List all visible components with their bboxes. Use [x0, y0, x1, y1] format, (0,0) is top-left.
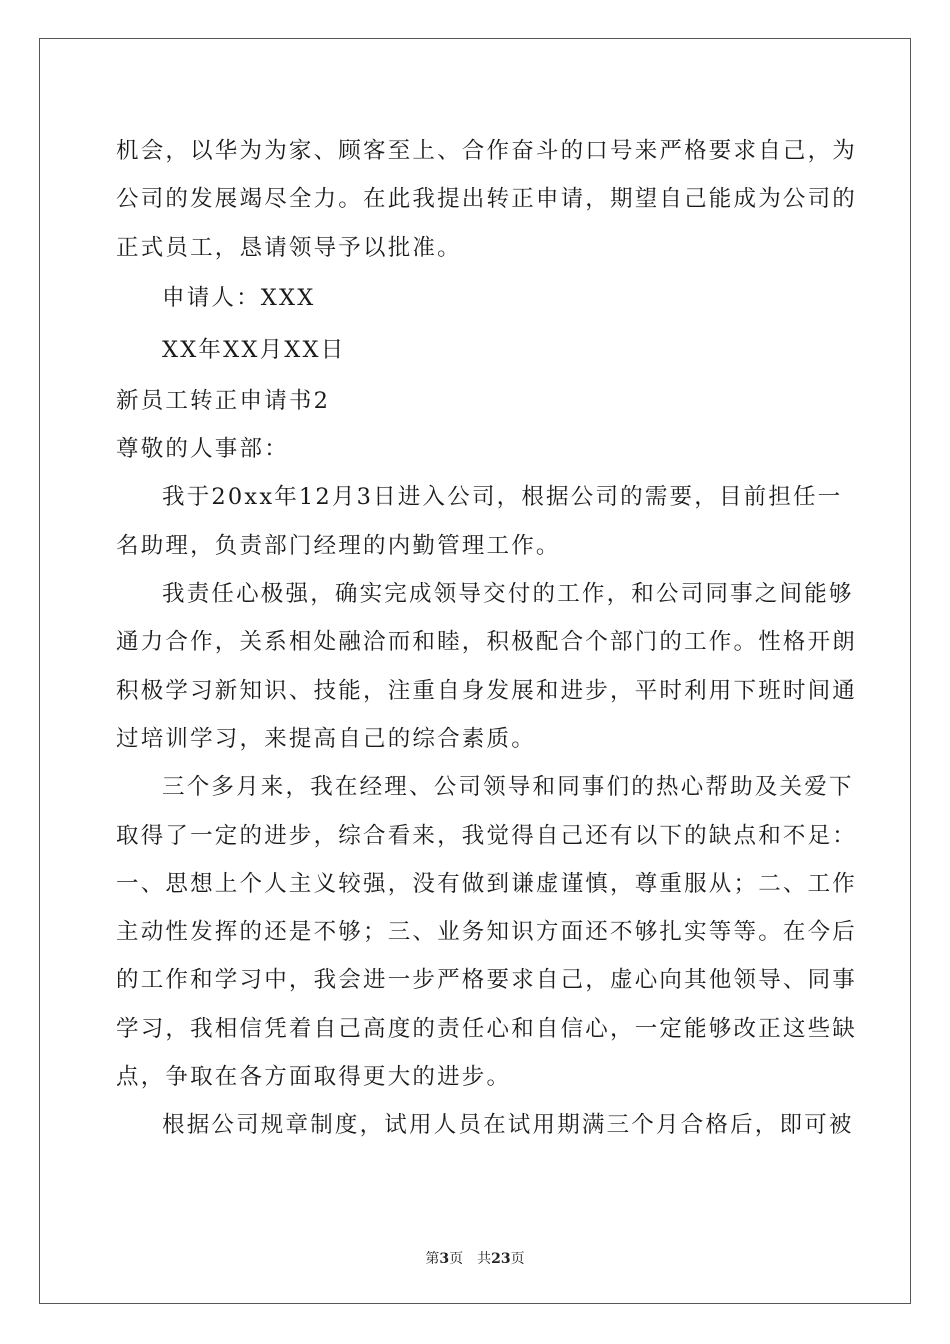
paragraph-closing-continuation: [116, 127, 858, 272]
document-body: [116, 127, 858, 1150]
text-line: 一、思想上个人主义较强，没有做到谦虚谨慎，尊重服从；二、工作: [116, 870, 858, 897]
salutation: 尊敬的人事部：: [116, 436, 289, 463]
section-title: 新员工转正申请书2: [116, 387, 331, 414]
total-pages: 23: [491, 1251, 511, 1267]
page-suffix: 页: [449, 1251, 464, 1267]
text-line: 通力合作，关系相处融洽而和睦，积极配合个部门的工作。性格开朗: [116, 629, 858, 656]
paragraph-shortcomings: [116, 763, 858, 1101]
paragraph-responsibility: [116, 570, 858, 763]
text-line: 公司的发展竭尽全力。在此我提出转正申请，期望自己能成为公司的: [116, 186, 858, 213]
text-line: 的工作和学习中，我会进一步严格要求自己，虚心向其他领导、同事: [116, 967, 858, 994]
text-line: 点，争取在各方面取得更大的进步。: [116, 1064, 512, 1091]
text-line: 我于20xx年12月3日进入公司，根据公司的需要，目前担任一: [162, 484, 843, 511]
text-line: 根据公司规章制度，试用人员在试用期满三个月合格后，即可被: [162, 1112, 854, 1139]
total-prefix: 共: [477, 1251, 492, 1267]
text-line: 三个多月来，我在经理、公司领导和同事们的热心帮助及关爱下: [162, 774, 854, 801]
page-number: 3: [439, 1251, 450, 1267]
text-line: 过培训学习，来提高自己的综合素质。: [116, 725, 536, 752]
text-line: 积极学习新知识、技能，注重自身发展和进步，平时利用下班时间通: [116, 677, 858, 704]
text-line: 名助理，负责部门经理的内勤管理工作。: [116, 532, 561, 559]
text-line: 机会，以华为为家、顾客至上、合作奋斗的口号来严格要求自己，为: [116, 138, 858, 164]
paragraph-regulations: [116, 1101, 854, 1149]
applicant-line: 申请人：XXX: [162, 284, 316, 311]
text-line: 我责任心极强，确实完成领导交付的工作，和公司同事之间能够: [162, 581, 854, 608]
total-suffix: 页: [510, 1251, 525, 1267]
page-prefix: 第: [425, 1251, 440, 1267]
text-line: 学习，我相信凭着自己高度的责任心和自信心，一定能够改正这些缺: [116, 1015, 858, 1042]
page-footer: [0, 1248, 950, 1268]
text-line: 正式员工，恳请领导予以批准。: [116, 234, 462, 261]
text-line: 主动性发挥的还是不够；三、业务知识方面还不够扎实等等。在今后: [116, 919, 858, 946]
date-line: XX年XX月XX日: [162, 337, 346, 364]
text-line: 取得了一定的进步，综合看来，我觉得自己还有以下的缺点和不足：: [116, 822, 858, 849]
paragraph-intro: [116, 473, 843, 570]
